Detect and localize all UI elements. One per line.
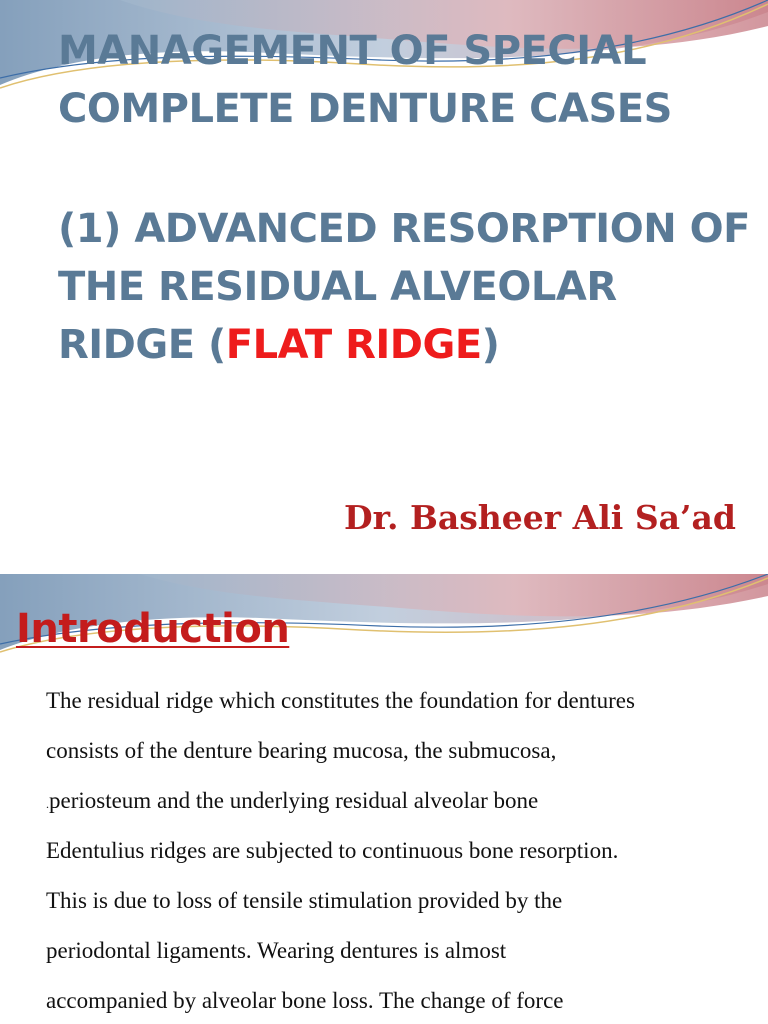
paragraph-line: Edentulius ridges are subjected to continuous bone resorption. — [46, 838, 619, 863]
subtitle-prefix: RIDGE ( — [58, 322, 226, 368]
title-line-2: COMPLETE DENTURE CASES — [58, 86, 672, 132]
subtitle-line-2: THE RESIDUAL ALVEOLAR — [58, 264, 617, 310]
subtitle-line-3 — [58, 316, 748, 374]
title-line-1: MANAGEMENT OF SPECIAL — [58, 28, 647, 74]
paragraph-line-text: periosteum and the underlying residual alveolar bone — [49, 788, 539, 813]
paragraph-line — [46, 786, 758, 836]
body-text — [46, 686, 758, 1024]
paragraph-line: consists of the denture bearing mucosa, the submucosa, — [46, 738, 557, 763]
paragraph-line: periodontal ligaments. Wearing dentures is almost — [46, 938, 507, 963]
slide-title — [58, 22, 748, 374]
paragraph-line: This is due to loss of tensile stimulation provided by the — [46, 888, 563, 913]
introduction-slide — [0, 574, 768, 1024]
paragraph-line: accompanied by alveolar bone loss. The change of force — [46, 988, 564, 1013]
subtitle-suffix: ) — [481, 322, 500, 368]
paragraph-line: The residual ridge which constitutes the foundation for dentures — [46, 688, 635, 713]
subtitle-line-1: (1) ADVANCED RESORPTION OF — [58, 206, 750, 252]
stray-dot: . — [46, 797, 49, 811]
section-heading: Introduction — [16, 606, 290, 652]
slide-divider — [0, 566, 768, 574]
author-name: Dr. Basheer Ali Sa’ad — [344, 498, 736, 537]
flat-ridge-highlight: FLAT RIDGE — [225, 322, 482, 368]
